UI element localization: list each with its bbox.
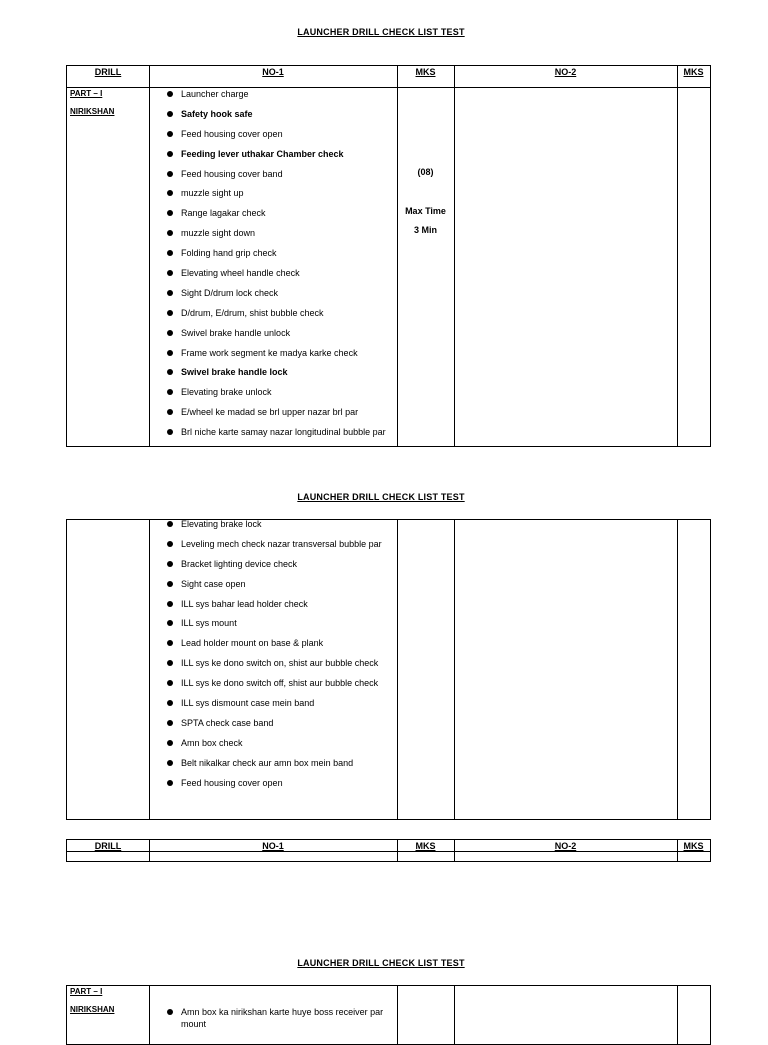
checklist-item-text: Swivel brake handle lock (181, 367, 288, 378)
checklist-item-text: SPTA check case band (181, 717, 274, 728)
bullet-icon (167, 660, 173, 666)
bullet-icon (167, 290, 173, 296)
page-title: LAUNCHER DRILL CHECK LIST TEST (297, 958, 465, 968)
page-title: LAUNCHER DRILL CHECK LIST TEST (297, 492, 465, 502)
checklist-item (167, 366, 397, 386)
column-divider (677, 520, 678, 819)
bullet-icon (167, 760, 173, 766)
checklist-item-text: Lead holder mount on base & plank (181, 638, 324, 649)
bullet-icon (167, 409, 173, 415)
checklist-table-continued (66, 519, 711, 820)
header-no2: NO-2 (554, 841, 577, 851)
bullet-icon (167, 210, 173, 216)
checklist-item (167, 247, 397, 267)
bullet-icon (167, 330, 173, 336)
bullet-icon (167, 111, 173, 117)
header-drill: DRILL (94, 841, 122, 851)
checklist-item-text: ILL sys mount (181, 618, 237, 629)
header-mks: MKS (415, 841, 436, 851)
checklist-item (167, 386, 397, 406)
bullet-icon (167, 740, 173, 746)
checklist-item-text: Feeding lever uthakar Chamber check (181, 148, 344, 159)
checklist-table (66, 65, 711, 447)
checklist-item-text: Elevating brake lock (181, 519, 262, 529)
checklist-item (167, 426, 397, 446)
checklist-item (167, 1006, 397, 1030)
checklist-item-text: Feed housing cover open (181, 777, 283, 788)
checklist-item-text: Range lagakar check (181, 208, 266, 219)
column-divider (454, 520, 455, 819)
checklist-item (167, 657, 397, 677)
checklist-item (167, 207, 397, 227)
bullet-icon (167, 1009, 173, 1015)
part-label: PART – I (70, 89, 103, 98)
checklist-item (167, 538, 397, 558)
page-title: LAUNCHER DRILL CHECK LIST TEST (297, 27, 465, 37)
bullet-icon (167, 389, 173, 395)
bullet-icon (167, 190, 173, 196)
checklist-item-text: muzzle sight up (181, 188, 244, 199)
checklist-item-text: Elevating brake unlock (181, 387, 272, 398)
checklist-item-text: Safety hook safe (181, 108, 253, 119)
bullet-icon (167, 350, 173, 356)
checklist-item (167, 347, 397, 367)
header-drill: DRILL (94, 67, 122, 77)
section-label: NIRIKSHAN (70, 1005, 115, 1014)
checklist-item (167, 677, 397, 697)
bullet-icon (167, 91, 173, 97)
checklist-item-text: Folding hand grip check (181, 248, 277, 259)
checklist-item-text: Launcher charge (181, 89, 249, 99)
header-no1: NO-1 (262, 841, 284, 851)
checklist-items (167, 518, 397, 796)
bullet-icon (167, 581, 173, 587)
part-label: PART – I (70, 987, 103, 996)
checklist-item (167, 108, 397, 128)
bullet-icon (167, 601, 173, 607)
column-divider (149, 520, 150, 819)
checklist-item (167, 518, 397, 538)
column-divider (149, 66, 150, 446)
bullet-icon (167, 640, 173, 646)
checklist-item (167, 307, 397, 327)
checklist-items (167, 88, 397, 446)
checklist-item-text: Sight case open (181, 578, 246, 589)
checklist-item-text: Amn box ka nirikshan karte huye boss receiver par mount (181, 1007, 384, 1029)
checklist-item-text: ILL sys ke dono switch off, shist aur bubble check (181, 678, 379, 689)
column-divider (677, 66, 678, 446)
bullet-icon (167, 270, 173, 276)
checklist-item (167, 757, 397, 777)
checklist-items (167, 1006, 397, 1030)
marks-value: (08) (417, 167, 434, 177)
section-label: NIRIKSHAN (70, 107, 115, 116)
bullet-icon (167, 310, 173, 316)
checklist-item-text: Brl niche karte samay nazar longitudinal bubble par (181, 427, 386, 438)
checklist-item (167, 617, 397, 637)
table-header-row (67, 66, 710, 88)
checklist-item-text: ILL sys dismount case mein band (181, 698, 315, 709)
checklist-item (167, 187, 397, 207)
checklist-item-text: Bracket lighting device check (181, 558, 298, 569)
checklist-item (167, 148, 397, 168)
bullet-icon (167, 250, 173, 256)
checklist-item-text: Frame work segment ke madya karke check (181, 347, 358, 358)
bullet-icon (167, 131, 173, 137)
checklist-item-text: Swivel brake handle unlock (181, 327, 291, 338)
checklist-item-text: muzzle sight down (181, 228, 256, 239)
checklist-item-text: E/wheel ke madad se brl upper nazar brl par (181, 407, 359, 418)
checklist-item (167, 287, 397, 307)
header-mks-2: MKS (683, 67, 704, 77)
table-header-row (67, 840, 710, 852)
max-time-value: 3 Min (413, 225, 437, 235)
checklist-item-text: Leveling mech check nazar transversal bubble par (181, 538, 382, 549)
bullet-icon (167, 780, 173, 786)
bullet-icon (167, 369, 173, 375)
footer-header-table (66, 839, 711, 862)
checklist-item (167, 598, 397, 618)
bullet-icon (167, 541, 173, 547)
column-divider (677, 986, 678, 1044)
checklist-item (167, 227, 397, 247)
header-mks: MKS (415, 67, 436, 77)
checklist-item-text: Belt nikalkar check aur amn box mein band (181, 757, 354, 768)
bullet-icon (167, 521, 173, 527)
checklist-item-text: Elevating wheel handle check (181, 268, 300, 279)
column-divider (454, 66, 455, 446)
checklist-item (167, 406, 397, 426)
column-divider (397, 66, 398, 446)
header-mks-2: MKS (683, 841, 704, 851)
column-divider (149, 986, 150, 1044)
bullet-icon (167, 171, 173, 177)
checklist-item-text: D/drum, E/drum, shist bubble check (181, 307, 324, 318)
bullet-icon (167, 151, 173, 157)
checklist-item (167, 637, 397, 657)
header-no2: NO-2 (554, 67, 577, 77)
checklist-item (167, 558, 397, 578)
checklist-item-text: Sight D/drum lock check (181, 287, 279, 298)
max-time-label: Max Time (405, 206, 446, 216)
checklist-item (167, 737, 397, 757)
checklist-item (167, 88, 397, 108)
bullet-icon (167, 429, 173, 435)
checklist-item (167, 327, 397, 347)
checklist-item (167, 168, 397, 188)
bullet-icon (167, 230, 173, 236)
checklist-item-text: Amn box check (181, 737, 243, 748)
checklist-item-text: ILL sys bahar lead holder check (181, 598, 308, 609)
checklist-item (167, 717, 397, 737)
checklist-item-text: Feed housing cover band (181, 168, 283, 179)
checklist-item (167, 697, 397, 717)
column-divider (454, 986, 455, 1044)
bullet-icon (167, 561, 173, 567)
checklist-item (167, 777, 397, 797)
bullet-icon (167, 680, 173, 686)
checklist-item (167, 128, 397, 148)
column-divider (397, 986, 398, 1044)
bullet-icon (167, 620, 173, 626)
checklist-item (167, 578, 397, 598)
checklist-table (66, 985, 711, 1045)
bullet-icon (167, 700, 173, 706)
checklist-item-text: ILL sys ke dono switch on, shist aur bubble check (181, 658, 379, 669)
header-no1: NO-1 (262, 67, 284, 77)
checklist-item (167, 267, 397, 287)
checklist-item-text: Feed housing cover open (181, 128, 283, 139)
bullet-icon (167, 720, 173, 726)
column-divider (397, 520, 398, 819)
